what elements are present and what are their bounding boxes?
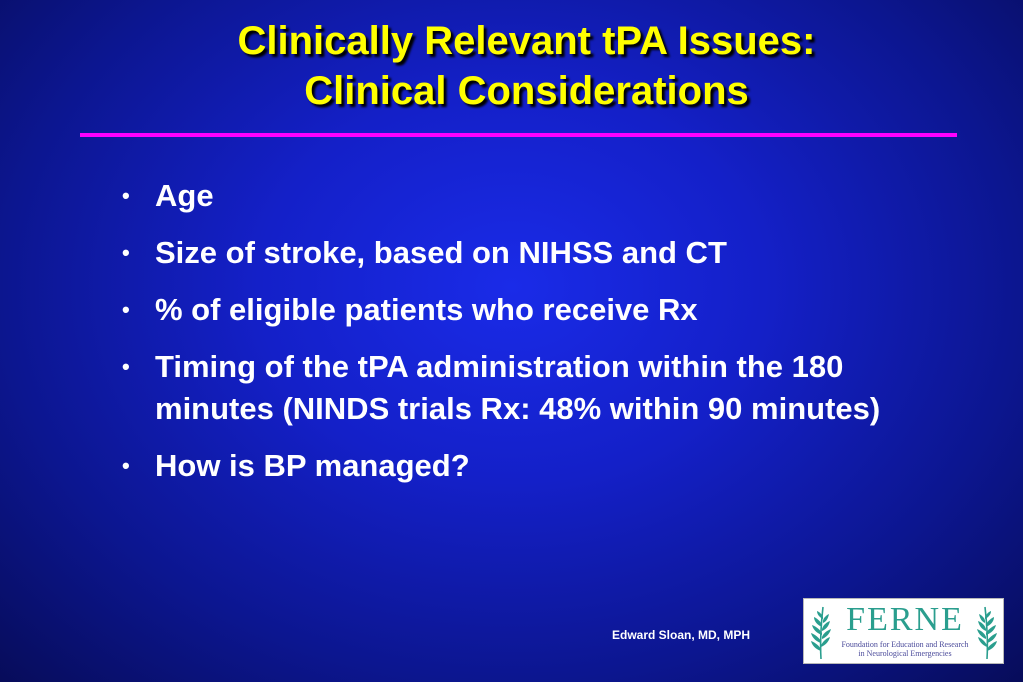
- bullet-marker: •: [122, 183, 130, 208]
- bullet-marker: •: [122, 297, 130, 322]
- bullet-text: Age: [155, 178, 214, 213]
- fern-leaf-icon: [974, 603, 1000, 661]
- bullet-text: % of eligible patients who receive Rx: [155, 292, 698, 327]
- logo-subtitle: [834, 640, 976, 658]
- bullet-text: How is BP managed?: [155, 448, 470, 483]
- bullet-list: [120, 175, 940, 502]
- bullet-item: [120, 445, 940, 487]
- fern-leaf-icon: [808, 603, 834, 661]
- bullet-item: [120, 175, 940, 217]
- slide-title-line-2: Clinical Considerations: [304, 69, 749, 113]
- ferne-logo: [803, 598, 1004, 664]
- bullet-marker: •: [122, 453, 130, 478]
- slide-title-line-1: Clinically Relevant tPA Issues:: [237, 19, 816, 63]
- bullet-marker: •: [122, 240, 130, 265]
- logo-wordmark: FERNE: [846, 601, 964, 638]
- bullet-item: [120, 346, 940, 430]
- logo-subtitle-line-2: in Neurological Emergencies: [858, 649, 952, 658]
- title-divider: [80, 133, 957, 137]
- author-credit: Edward Sloan, MD, MPH: [612, 628, 751, 642]
- bullet-text: Timing of the tPA administration within the 180 minutes (NINDS trials Rx: 48% within 90 minutes): [155, 349, 881, 426]
- bullet-item: [120, 232, 940, 274]
- bullet-text: Size of stroke, based on NIHSS and CT: [155, 235, 727, 270]
- bullet-item: [120, 289, 940, 331]
- logo-subtitle-line-1: Foundation for Education and Research: [841, 640, 969, 649]
- slide-title: [60, 16, 993, 116]
- bullet-marker: •: [122, 354, 130, 379]
